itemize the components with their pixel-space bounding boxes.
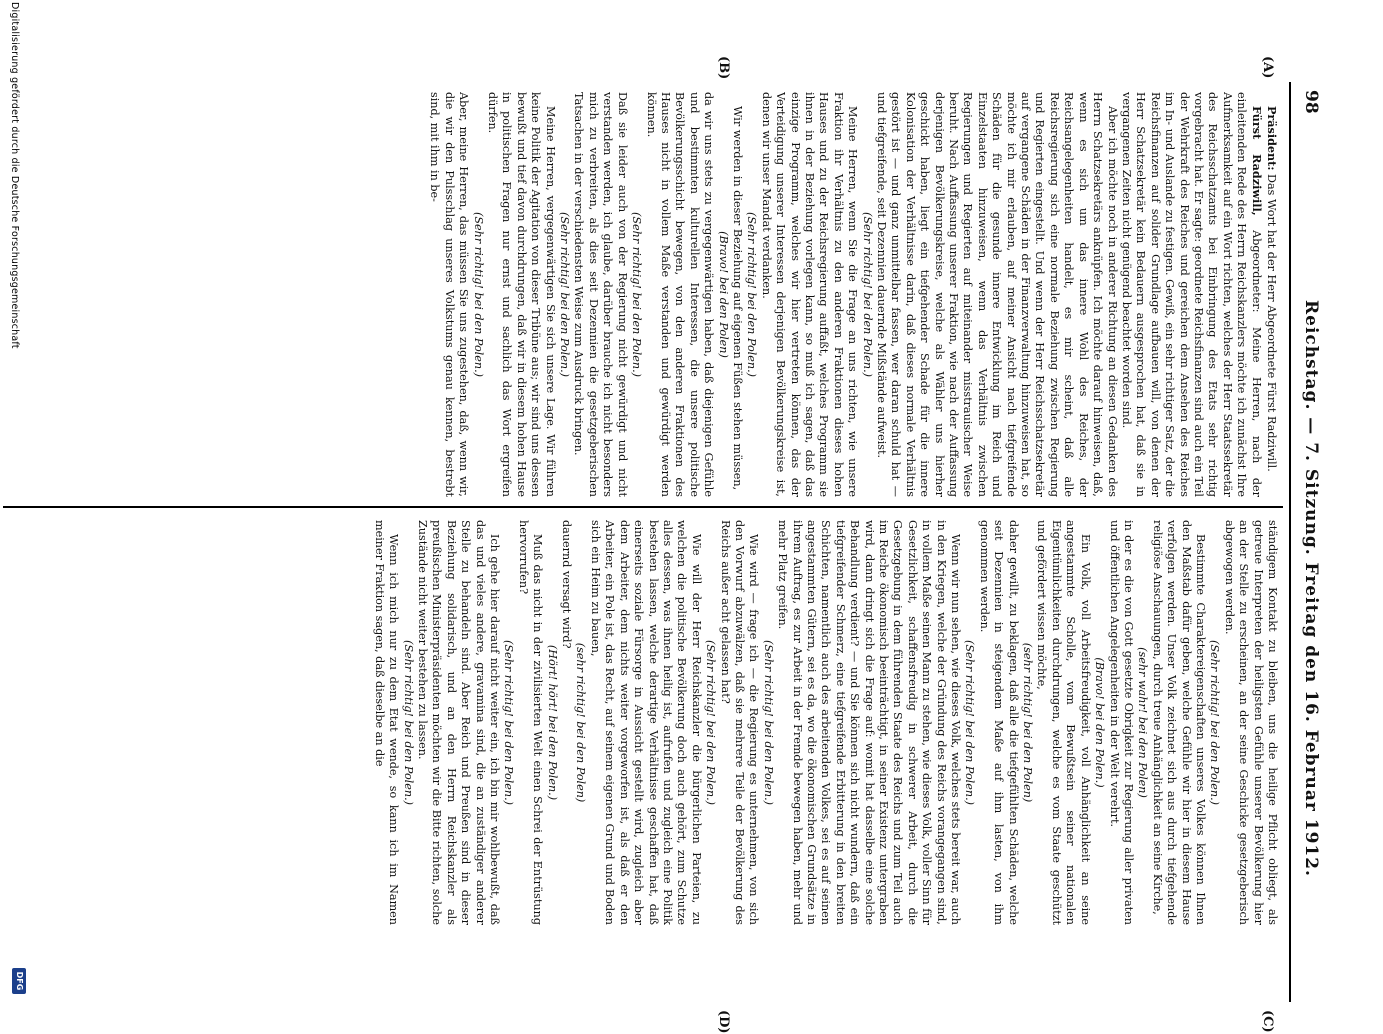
margin-marker-d: (D) xyxy=(716,1010,731,1034)
text-paragraph: ständigem Kontakt zu bleiben, uns die heilige Pflicht obliegt, als getreue Interpreten der heiligsten Gefühle unserer Bevölkerung hier an der Stelle zu erscheinen, an der seine Geschicke gesetzgeberisch abgewogen werden. xyxy=(1222,520,1279,925)
text-paragraph: Wenn wir nun sehen, wie dieses Volk, welches stets bereit war, auch in den Kriegen, welche der Gründung des Reichs vorangegangen sind, in vollem Maße seinen Mann zu stehen, wie dieses Volk, voller Sinn für Gesetzlichkeit, schaffensfreudig in schwerer Arbeit, durch die Gesetzgebung in dem führenden Staate des Reichs und zum Teil auch im Reiche ökonomisch beeinträchtigt, in seiner Existenz untergraben wird, dann dringt sich die Frage auf: womit hat dasselbe eine solche Behandlung verdient? — und Sie können sich nicht wundern, daß ein tiefgreifender Schmerz, eine tiefgreifende Erbitterung in den breiten Schichten, namentlich auch des arbeitenden Volkes, sei es auf seinen angestammten Gütern, sei es da, wo die ökonomischen Grundsätze in ihrem Auftrag, es zur Arbeit in der Fremde bewegen haben, mehr und mehr Platz greifen. xyxy=(776,520,963,925)
speech-paragraph xyxy=(1119,92,1264,497)
interjection: (sehr richtig! bei den Polen) xyxy=(1021,642,1035,803)
interjection: (Bravo! bei den Polen) xyxy=(716,231,730,358)
interjection: (Sehr richtig! bei den Polen.) xyxy=(761,639,775,806)
margin-marker-a: (A) xyxy=(1260,56,1275,79)
interjection: (sehr wahr! bei den Polen) xyxy=(1136,647,1150,798)
text-paragraph: Daß sie leider auch von der Regierung nicht gewürdigt und nicht verstanden werden, ich glaube, darüber brauche ich nicht besonders mich zu verbreiten, als dies seit Dezennien die gesetzgeberischen Tatsachen in der verschiedensten Weise zum Ausdruck bringen. xyxy=(572,92,629,497)
speech-text: Abgeordneter: Meine Herren, nach der einleitenden Rede des Herrn Reichskanzlers möchte ich zunächst Ihre Aufmerksamkeit auf ein Wort richten, welches der Herr Staatssekretär des Reichsschatzamts bei Einbringung des Etats sehr richtig vorgebracht hat. Er sagte: geordnete Reichsfinanzen sind auch ein Teil der Wehrkraft des Reiches und gereichen dem Ansehen des Reiches im In- und Auslande zu festigen. Gewiß, ein sehr richtiger Satz, der die Reichsfinanzen auf solider Grundlage aufbauen will, von denen der Herr Schatzsekretär kein Bedauern ausgesprochen hat, daß sie in vergangenen Zeiten nicht genügend beachtet worden sind. xyxy=(1119,92,1263,497)
interjection: (sehr richtig! bei den Polen) xyxy=(574,642,588,803)
text-paragraph: in der es die von Gott gesetzte Obrigkeit zur Regierung aller privaten und öffentlichen Angelegenheiten in der Welt verehrt. xyxy=(1107,520,1135,925)
interjection: (Sehr richtig! bei den Polen.) xyxy=(704,639,718,806)
page-header xyxy=(1295,0,1321,1000)
speech-paragraph xyxy=(1264,92,1279,497)
interjection: (Sehr richtig! bei den Polen.) xyxy=(558,211,572,378)
interjection: (Sehr richtig! bei den Polen.) xyxy=(471,211,485,378)
text-paragraph: daher gewillt, zu beklagen, daß alle die tiefgefühlten Schäden, welche seit Dezennien in steigendem Maße auf ihm lasten, von ihm genommen werden. xyxy=(977,520,1020,925)
text-paragraph: Wie wird — frage ich — die Regierung es unternehmen, von sich den Vorwurf abzuwälzen, daß sie mehrere Teile der Bevölkerung des Reichs außer acht gelassen hat? xyxy=(718,520,761,925)
left-column xyxy=(9,92,1279,497)
digitization-note: Digitalisierung gefördert durch die Deutsche Forschungsgemeinschaft xyxy=(9,2,20,349)
dfg-logo: DFG xyxy=(12,968,26,994)
text-paragraph: Muß das nicht in der zivilisierten Welt einen Schrei der Entrüstung hervorrufen? xyxy=(516,520,545,925)
text-paragraph: Aber, meine Herren, das müssen Sie uns zugestehen, daß, wenn wir, die wir den Pulsschlag unseres Volkstums genau kennen, bestrebt sind, mit ihm in be- xyxy=(428,92,471,497)
text-paragraph: Meine Herren, wenn Sie die Frage an uns richten, wie unsere Fraktion ihr Verhältnis zu den anderen Fraktionen dieses hohen Hauses und zu der Reichsregierung auffaßt, welches Programm sie ihnen in der Beziehung vorlegen kann, so muß ich sagen, daß das einzige Programm, welches wir hier vertreten können, das der Verteidigung unserer Interessen derjenigen Bevölkerungskreise ist, denen wir unser Mandat verdanken. xyxy=(759,92,860,497)
speech-text: Das Wort hat der Herr Abgeordnete Fürst Radziwill. xyxy=(1265,170,1278,472)
text-paragraph: Ein Volk, voll Arbeitsfreudigkeit, voll Anhänglichkeit an seine angestammte Scholle, vom Bewußtsein seiner nationalen Eigentümlichkeiten durchdrungen, welche es vom Staate geschützt und gefördert wissen möchte, xyxy=(1035,520,1092,925)
speaker-name: Präsident: xyxy=(1265,106,1279,171)
text-paragraph: da wir uns stets zu vergegenwärtigen haben, daß diejenigen Gefühle und bestimmten kulturellen Interessen, die unsere politische Bevölkerungsschicht bewegen, von den anderen Fraktionen des Hauses nicht in vollem Maße verstanden und gewürdigt werden können. xyxy=(644,92,716,497)
interjection: (Sehr richtig! bei den Polen.) xyxy=(630,211,644,378)
text-paragraph: Wir werden in dieser Beziehung auf eigenen Füßen stehen müssen, xyxy=(730,106,744,491)
interjection: (Sehr richtig! bei den Polen.) xyxy=(745,211,759,378)
interjection: (Sehr richtig! bei den Polen.) xyxy=(1208,639,1222,806)
text-paragraph: Wie will der Herr Reichskanzler die bürgerlichen Parteien, zu welchen die politische Bevölkerung doch auch gehört, zum Schutze alles dessen, was ihnen heilig ist, aufrufen und zugleich eine Politik bestehen lassen, welche derartige Verhältnisse geschaffen hat, daß einerseits soziale Fürsorge in Aussicht gestellt wird, zugleich aber dem Arbeiter, dem nichts weiter vorgeworfen ist, als daß er den Arbeiter, ein Pole ist, das Recht, auf seinem eigenen Grund und Boden sich ein Heim zu bauen, xyxy=(588,520,703,925)
interjection: (Bravo! bei den Polen.) xyxy=(1093,657,1107,788)
speaker-name: Fürst Radziwill, xyxy=(1249,106,1264,216)
margin-marker-c: (C) xyxy=(1260,1010,1275,1033)
interjection: (Sehr richtig! bei den Polen.) xyxy=(401,639,415,806)
column-divider xyxy=(3,506,1283,508)
header-rule xyxy=(1289,82,1291,1002)
text-paragraph: Wenn ich mich nur zu dem Etat wende, so kann ich im Namen meiner Fraktion sagen, daß dieselbe an die xyxy=(372,520,401,925)
margin-marker-b: (B) xyxy=(716,56,731,80)
page-footer xyxy=(4,0,28,1000)
text-paragraph: Bestimmte Charaktereigenschaften unseres Volkes können Ihnen den Maßstab dafür geben, welche Gefühle wir hier in diesem Hause verfolgen werden. Unser Volk zeichnet sich aus durch tiefgehende religiöse Anschauungen, durch treue Anhänglichkeit an seine Kirche, xyxy=(1150,520,1207,925)
text-paragraph: Aber ich möchte noch in anderer Richtung an diesen Gedanken des Herrn Schatzsekretärs anknüpfen. Ich möchte darauf hinweisen, daß, wenn es sich um das innere Wohl des Reiches, der Reichsangelegenheiten handelt, es mir scheint, daß alle Reichsregierung sich eine normale Beziehung zwischen Regierung und Regierten eingestellt. Und wenn der Herr Reichsschatzsekretär auf vergangene Schäden in der Finanzverwaltung hinzuweisen hat, so möchte ich mir erlauben, auf meiner Ansicht nach tiefgreifende Schäden für die gesunde innere Entwicklung im Reich und Einzelstaaten hinzuweisen, wenn das Verhältnis zwischen Regierungen und Regierten auf miteinander misstrauischer Weise beruht. Nach Auffassung unserer Fraktion, wie nach der Auffassung derjenigen Bevölkerungskreise, welche als Wähler uns hierher geschickt haben, liegt ein tiefgehender Schade für die innere Kolonisation der Verhältnisse darin, daß dieses normale Verhältnis gestört ist — und ganz unmittelbar fassen, wer daran schuld hat — und tiefgreifende, seit Dezennien dauernde Mißstände aufweist. xyxy=(875,92,1119,497)
page-number: 98 xyxy=(1301,90,1321,114)
right-column xyxy=(9,520,1279,925)
text-paragraph: dauernd versagt wird? xyxy=(560,520,574,649)
page-title: Reichstag. — 7. Sitzung. Freitag den 16. Februar 1912. xyxy=(1301,300,1321,877)
interjection: (Sehr richtig! bei den Polen.) xyxy=(502,639,516,806)
interjection: (Sehr richtig! bei den Polen.) xyxy=(860,211,874,378)
text-paragraph: Meine Herren, vergegenwärtigen Sie sich unsere Lage. Wir führen keine Politik der Agitation von dieser Tribüne aus; wir sind uns dessen bewußt und tief davon durchdrungen, daß wir in diesem hohen Hause in politischen Fragen nur ernst und sachlich das Wort ergreifen dürfen. xyxy=(486,92,557,497)
text-paragraph: Ich gehe hier darauf nicht weiter ein, ich bin mir wohlbewußt, daß das und vieles andere, gravamina sind, die an zuständiger anderer Stelle zu behandeln sind. Aber Reich und Preußen sind in dieser Beziehung solidarisch, und an den Herrn Reichskanzler als preußischen Ministerpräsidenten möchten wir die Bitte richten, solche Zustände nicht weiter bestehen zu lassen. xyxy=(416,520,502,925)
interjection: (Hört! hört! bei den Polen.) xyxy=(545,644,559,801)
interjection: (Sehr richtig! bei den Polen.) xyxy=(963,639,977,806)
